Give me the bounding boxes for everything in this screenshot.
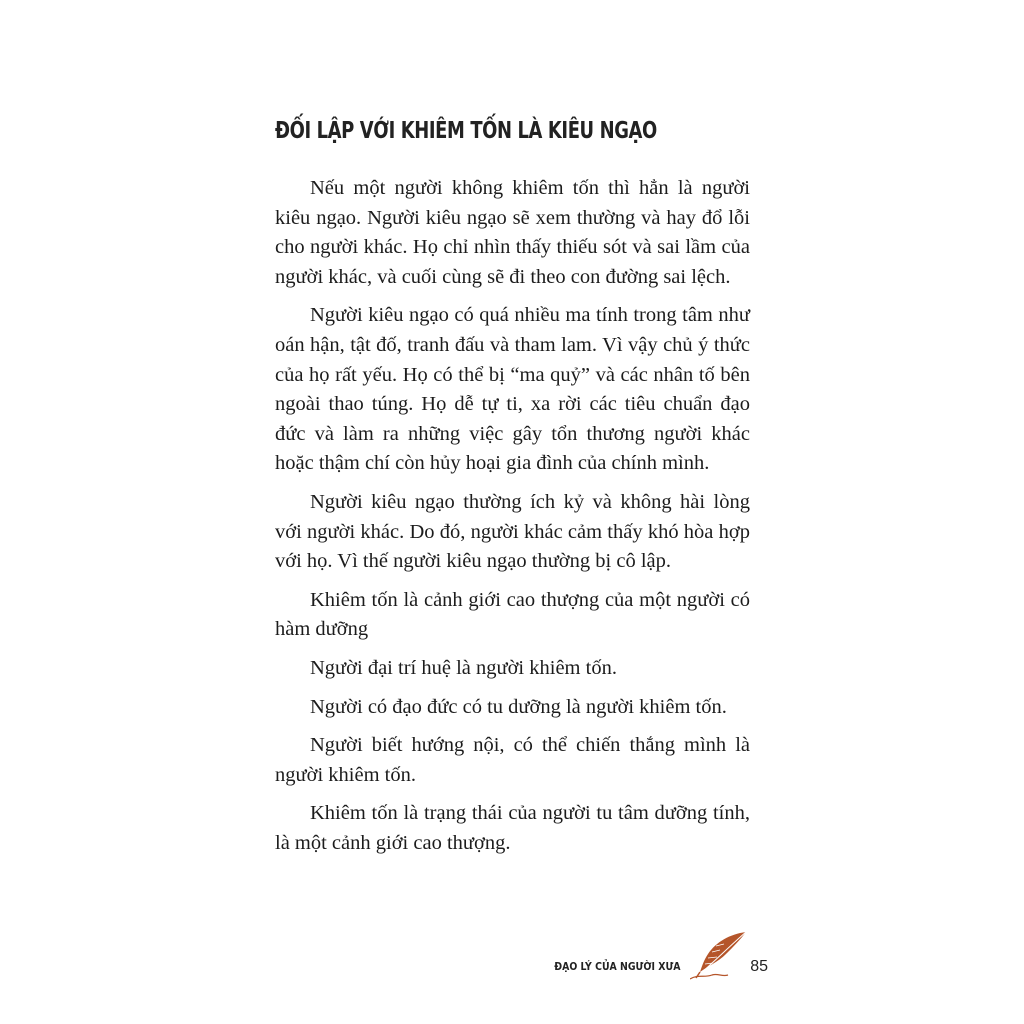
paragraph: Khiêm tốn là trạng thái của người tu tâm dưỡng tính, là một cảnh giới cao thượng.	[275, 802, 750, 854]
paragraph: Người biết hướng nội, có thể chiến thắng mình là người khiêm tốn.	[275, 734, 750, 786]
paragraph: Người có đạo đức có tu dưỡng là người khiêm tốn.	[310, 695, 727, 718]
body-text	[275, 174, 750, 867]
paragraph: Người đại trí huệ là người khiêm tốn.	[310, 656, 617, 679]
paragraph: Người kiêu ngạo thường ích kỷ và không hài lòng với người khác. Do đó, người khác cảm thấy khó hòa hợp với họ. Vì thế người kiêu ngạo thường bị cô lập.	[275, 490, 750, 573]
page-number: 85	[750, 958, 768, 975]
paragraph: Khiêm tốn là cảnh giới cao thượng của một người có hàm dưỡng	[275, 588, 750, 641]
paragraph: Người kiêu ngạo có quá nhiều ma tính trong tâm như oán hận, tật đố, tranh đấu và tham lam. Vì vậy chủ ý thức của họ rất yếu. Họ có thể bị “ma quỷ” và các nhân tố bên ngoài thao túng. Họ dễ tự ti, xa rời các tiêu chuẩn đạo đức và làm ra những việc gây tổn thương người khác hoặc thậm chí còn hủy hoại gia đình của chính mình.	[275, 304, 750, 475]
section-heading: ĐỐI LẬP VỚI KHIÊM TỐN LÀ KIÊU NGẠO	[275, 118, 657, 144]
book-title: ĐẠO LÝ CỦA NGƯỜI XƯA	[553, 960, 680, 973]
quill-pen-icon	[690, 930, 748, 980]
paragraph: Nếu một người không khiêm tốn thì hẳn là người kiêu ngạo. Người kiêu ngạo sẽ xem thường và hay đổ lỗi cho người khác. Họ chỉ nhìn thấy thiếu sót và sai lầm của người khác, và cuối cùng sẽ đi theo con đường sai lệch.	[275, 177, 750, 288]
page-footer	[553, 930, 770, 985]
